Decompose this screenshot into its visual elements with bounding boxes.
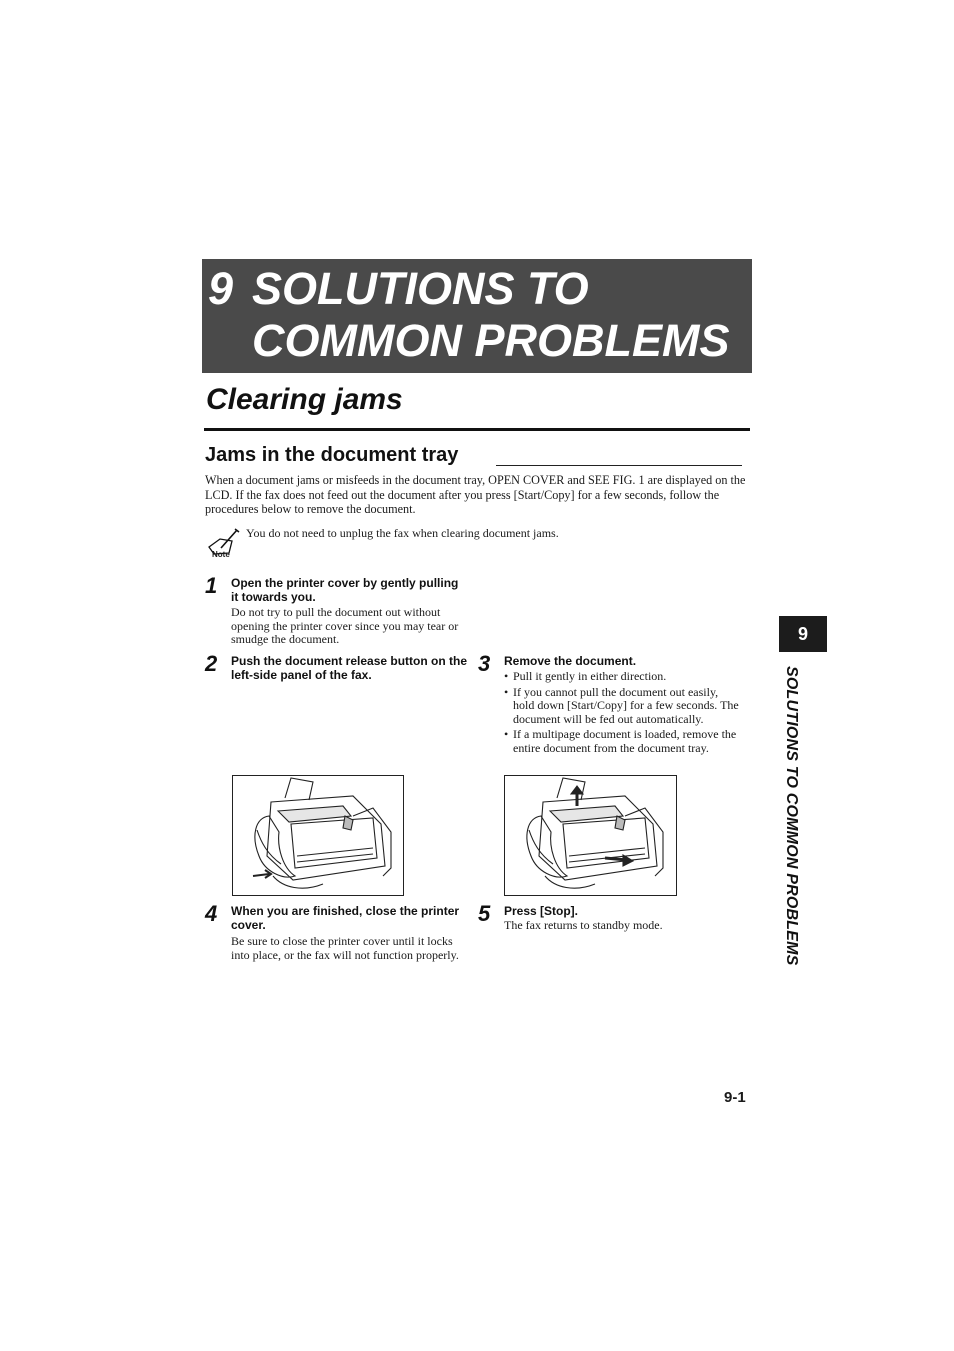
list-item: • If a multipage document is loaded, remove the entire document from the document tray. — [504, 728, 742, 755]
chapter-title-line2: COMMON PROBLEMS — [252, 315, 730, 366]
step-5-body: The fax returns to standby mode. — [504, 918, 663, 932]
step-4-title: When you are finished, close the printer cover. — [231, 904, 460, 932]
subsection-rule — [496, 465, 742, 466]
step-2-title: Push the document release button on the left-side panel of the fax. — [231, 654, 468, 682]
step-4-number: 4 — [205, 901, 218, 926]
fax-machine-illustration-2 — [505, 776, 676, 895]
figure-release-button — [232, 775, 404, 896]
step-5-title: Press [Stop]. — [504, 904, 579, 918]
figure-remove-document — [504, 775, 677, 896]
section-divider — [204, 428, 750, 431]
list-item: • If you cannot pull the document out easily, hold down [Start/Copy] for a few seconds. The document will be fed out automatically. — [504, 686, 742, 727]
step-3-bullets — [504, 670, 742, 757]
step-4-body: Be sure to close the printer cover until it locks into place, or the fax will not function properly. — [231, 934, 459, 962]
step-2-number: 2 — [205, 651, 218, 676]
note-text: You do not need to unplug the fax when clearing document jams. — [246, 526, 559, 540]
list-item: • Pull it gently in either direction. — [504, 670, 742, 684]
chapter-number: 9 — [208, 263, 234, 314]
subsection-title: Jams in the document tray — [205, 444, 459, 466]
step-3-title: Remove the document. — [504, 654, 637, 668]
chapter-side-label: SOLUTIONS TO COMMON PROBLEMS — [783, 666, 800, 966]
step-1-number: 1 — [205, 573, 218, 598]
fax-machine-illustration-1 — [233, 776, 403, 895]
intro-paragraph: When a document jams or misfeeds in the document tray, OPEN COVER and SEE FIG. 1 are displayed on the LCD. If the fax does not feed out the document after you press [Start/Copy] for a few seconds, follow the procedures below to remove the document. — [205, 473, 746, 516]
chapter-banner — [202, 259, 752, 373]
step-1-body: Do not try to pull the document out without opening the printer cover since you may tear or smudge the document. — [231, 605, 459, 646]
note-label: Note — [212, 550, 230, 559]
page-number: 9-1 — [724, 1089, 746, 1106]
step-5-number: 5 — [478, 901, 491, 926]
step-3-number: 3 — [478, 651, 491, 676]
chapter-tab: 9 — [779, 616, 827, 652]
step-1-title: Open the printer cover by gently pulling it towards you. — [231, 576, 459, 604]
section-title: Clearing jams — [206, 383, 403, 416]
chapter-title-line1: SOLUTIONS TO — [252, 263, 589, 314]
